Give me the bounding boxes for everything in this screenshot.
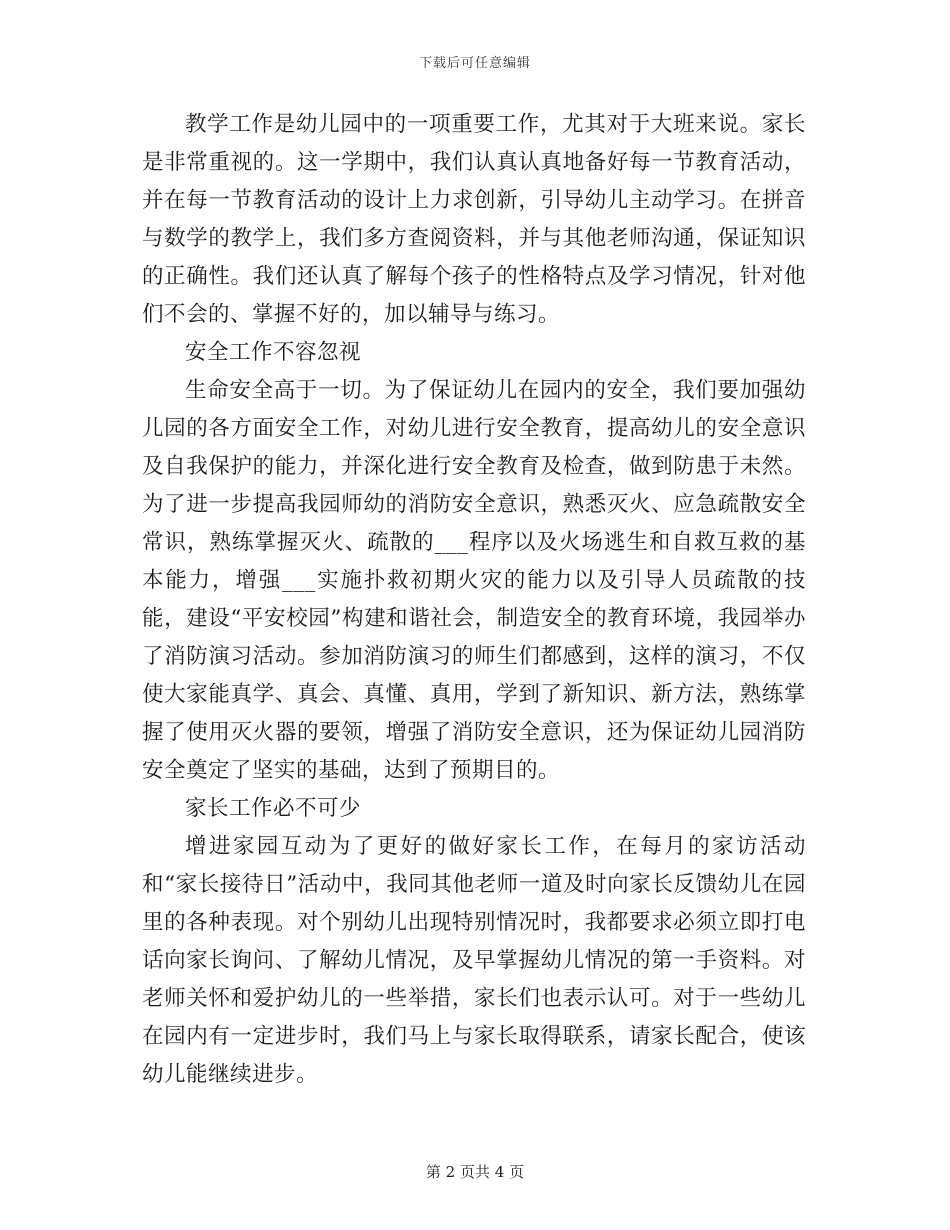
paragraph-safety: 生命安全高于一切。为了保证幼儿在园内的安全，我们要加强幼儿园的各方面安全工作，对幼儿进行安全教育，提高幼儿的安全意识及自我保护的能力，并深化进行安全教育及检查，做到防患于未然。为了进一步提高我园师幼的消防安全意识，熟悉灭火、应急疏散安全常识，熟练掌握灭火、疏散的___程序以及火场逃生和自救互救的基本能力，增强___实施扑救初期火灾的能力以及引导人员疏散的技能，建设“平安校园”构建和谐社会，制造安全的教育环境，我园举办了消防演习活动。参加消防演习的师生们都感到，这样的演习，不仅使大家能真学、真会、真懂、真用，学到了新知识、新方法，熟练掌握了使用灭火器的要领，增强了消防安全意识，还为保证幼儿园消防安全奠定了坚实的基础，达到了预期目的。 [142,378,806,783]
document-body [142,106,806,1094]
paragraph-teaching: 教学工作是幼儿园中的一项重要工作，尤其对于大班来说。家长是非常重视的。这一学期中，我们认真认真地备好每一节教育活动，并在每一节教育活动的设计上力求创新，引导幼儿主动学习。在拼音与数学的教学上，我们多方查阅资料，并与其他老师沟通，保证知识的正确性。我们还认真了解每个孩子的性格特点及学习情况，针对他们不会的、掌握不好的，加以辅导与练习。 [142,112,806,327]
section-heading-safety: 安全工作不容忽视 [185,340,362,365]
page-footer: 第 2 页共 4 页 [425,1163,525,1181]
paragraph-parents: 增进家园互动为了更好的做好家长工作，在每月的家访活动和“家长接待日”活动中，我同其他老师一道及时向家长反馈幼儿在园里的各种表现。对个别幼儿出现特别情况时，我都要求必须立即打电话向家长询问、了解幼儿情况，及早掌握幼儿情况的第一手资料。对老师关怀和爱护幼儿的一些举措，家长们也表示认可。对于一些幼儿在园内有一定进步时，我们马上与家长取得联系，请家长配合，使该幼儿能继续进步。 [142,834,806,1087]
section-heading-parents: 家长工作必不可少 [185,796,362,821]
page-header: 下载后可任意编辑 [418,56,531,71]
